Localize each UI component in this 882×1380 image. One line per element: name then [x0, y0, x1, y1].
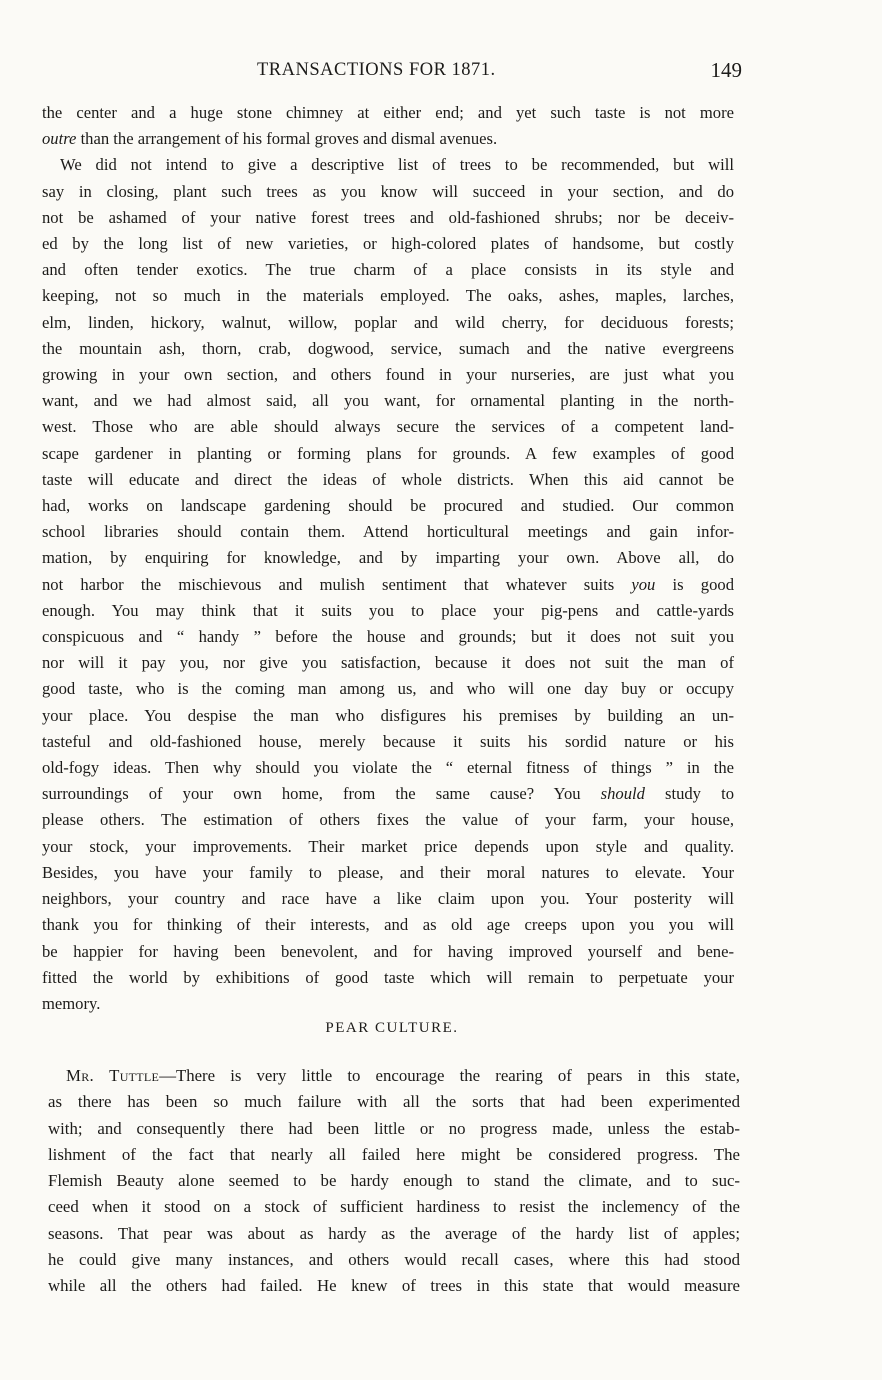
text-line: scape gardener in planting or forming plans for grounds. A few examples of good	[42, 443, 734, 463]
section-heading: PEAR CULTURE.	[325, 1020, 459, 1036]
text-line: while all the others had failed. He knew of trees in this state that would measure	[48, 1276, 740, 1296]
text-run: than the arrangement of his formal groves and dismal avenues.	[76, 129, 498, 149]
text-line: the mountain ash, thorn, crab, dogwood, service, sumach and the native evergreens	[42, 338, 734, 358]
text-line: as there has been so much failure with all the sorts that had been experimented	[48, 1092, 740, 1112]
text-line: west. Those who are able should always secure the services of a competent land-	[42, 417, 734, 437]
text-line: want, and we had almost said, all you want, for ornamental planting in the north-	[42, 391, 734, 411]
text-run: not harbor the mischievous and mulish sentiment that whatever suits	[42, 574, 632, 594]
text-run: —There is very little to encourage the rearing of pears in this state,	[159, 1066, 741, 1085]
text-line: and often tender exotics. The true charm of a place consists in its style and	[42, 260, 734, 280]
text-line	[48, 1063, 740, 1089]
page-number: 149	[710, 58, 742, 82]
text-line: elm, linden, hickory, walnut, willow, poplar and wild cherry, for deciduous forests;	[42, 312, 734, 332]
speaker-name: Mr. Tuttle	[66, 1066, 160, 1085]
text-line: thank you for thinking of their interests, and as old age creeps upon you you will	[42, 915, 734, 935]
text-line: be happier for having been benevolent, and for having improved yourself and bene-	[42, 941, 734, 961]
text-line: had, works on landscape gardening should be procured and studied. Our common	[42, 496, 734, 516]
text-line: conspicuous and “ handy ” before the house and grounds; but it does not suit you	[42, 627, 734, 647]
text-line: your stock, your improvements. Their market price depends upon style and quality.	[42, 836, 734, 856]
text-line: not be ashamed of your native forest trees and old-fashioned shrubs; nor be deceiv-	[42, 207, 734, 227]
text-line: taste will educate and direct the ideas of whole districts. When this aid cannot be	[42, 469, 734, 489]
text-line	[42, 572, 734, 598]
text-line: keeping, not so much in the materials employed. The oaks, ashes, maples, larches,	[42, 286, 734, 306]
text-line	[42, 781, 734, 807]
text-line: say in closing, plant such trees as you know will succeed in your section, and do	[42, 181, 734, 201]
text-line: good taste, who is the coming man among us, and who will one day buy or occupy	[42, 679, 734, 699]
text-line: ceed when it stood on a stock of sufficient hardiness to resist the inclemency of the	[48, 1197, 740, 1217]
text-line: he could give many instances, and others would recall cases, where this had stood	[48, 1250, 740, 1270]
text-line: old-fogy ideas. Then why should you violate the “ eternal fitness of things ” in the	[42, 758, 734, 778]
text-line: your place. You despise the man who disfigures his premises by building an un-	[42, 705, 734, 725]
text-run: is good	[655, 574, 734, 594]
text-line	[42, 126, 734, 152]
italic-word: should	[600, 784, 645, 804]
text-line: lishment of the fact that nearly all failed here might be considered progress. The	[48, 1144, 740, 1164]
text-line: fitted the world by exhibitions of good taste which will remain to perpetuate your	[42, 967, 734, 987]
text-line: mation, by enquiring for knowledge, and by imparting your own. Above all, do	[42, 548, 734, 568]
text-line: memory.	[42, 993, 101, 1013]
text-run: surroundings of your own home, from the same cause? You	[42, 784, 601, 804]
running-head	[42, 58, 742, 88]
text-line: growing in your own section, and others found in your nurseries, are just what you	[42, 365, 734, 385]
paragraph-trees	[42, 152, 734, 1017]
text-line: ed by the long list of new varieties, or high-colored plates of handsome, but costly	[42, 234, 734, 254]
text-line: enough. You may think that it suits you to place your pig-pens and cattle-yards	[42, 600, 734, 620]
italic-word: outre	[42, 129, 77, 149]
text-line: tasteful and old-fashioned house, merely because it suits his sordid nature or his	[42, 731, 734, 751]
text-line: nor will it pay you, nor give you satisfaction, because it does not suit the man of	[42, 653, 734, 673]
text-line: please others. The estimation of others fixes the value of your farm, your house,	[42, 810, 734, 830]
text-line: Flemish Beauty alone seemed to be hardy enough to stand the climate, and to suc-	[48, 1171, 740, 1191]
text-line: the center and a huge stone chimney at either end; and yet such taste is not more	[42, 103, 734, 122]
text-line: seasons. That pear was about as hardy as the average of the hardy list of apples;	[48, 1223, 740, 1243]
text-run: study to	[644, 784, 734, 804]
text-line: neighbors, your country and race have a like claim upon you. Your posterity will	[42, 889, 734, 909]
running-title: TRANSACTIONS FOR 1871.	[257, 60, 496, 80]
text-line: We did not intend to give a descriptive list of trees to be recommended, but will	[60, 155, 734, 175]
text-line: school libraries should contain them. Attend horticultural meetings and gain infor-	[42, 522, 734, 542]
text-line: with; and consequently there had been little or no progress made, unless the estab-	[48, 1118, 740, 1138]
body-text	[42, 100, 734, 1017]
italic-word: you	[631, 574, 656, 594]
section-pear-culture	[48, 1063, 740, 1300]
text-line: Besides, you have your family to please, and their moral natures to elevate. Your	[42, 862, 734, 882]
paragraph-continuation	[42, 100, 734, 152]
